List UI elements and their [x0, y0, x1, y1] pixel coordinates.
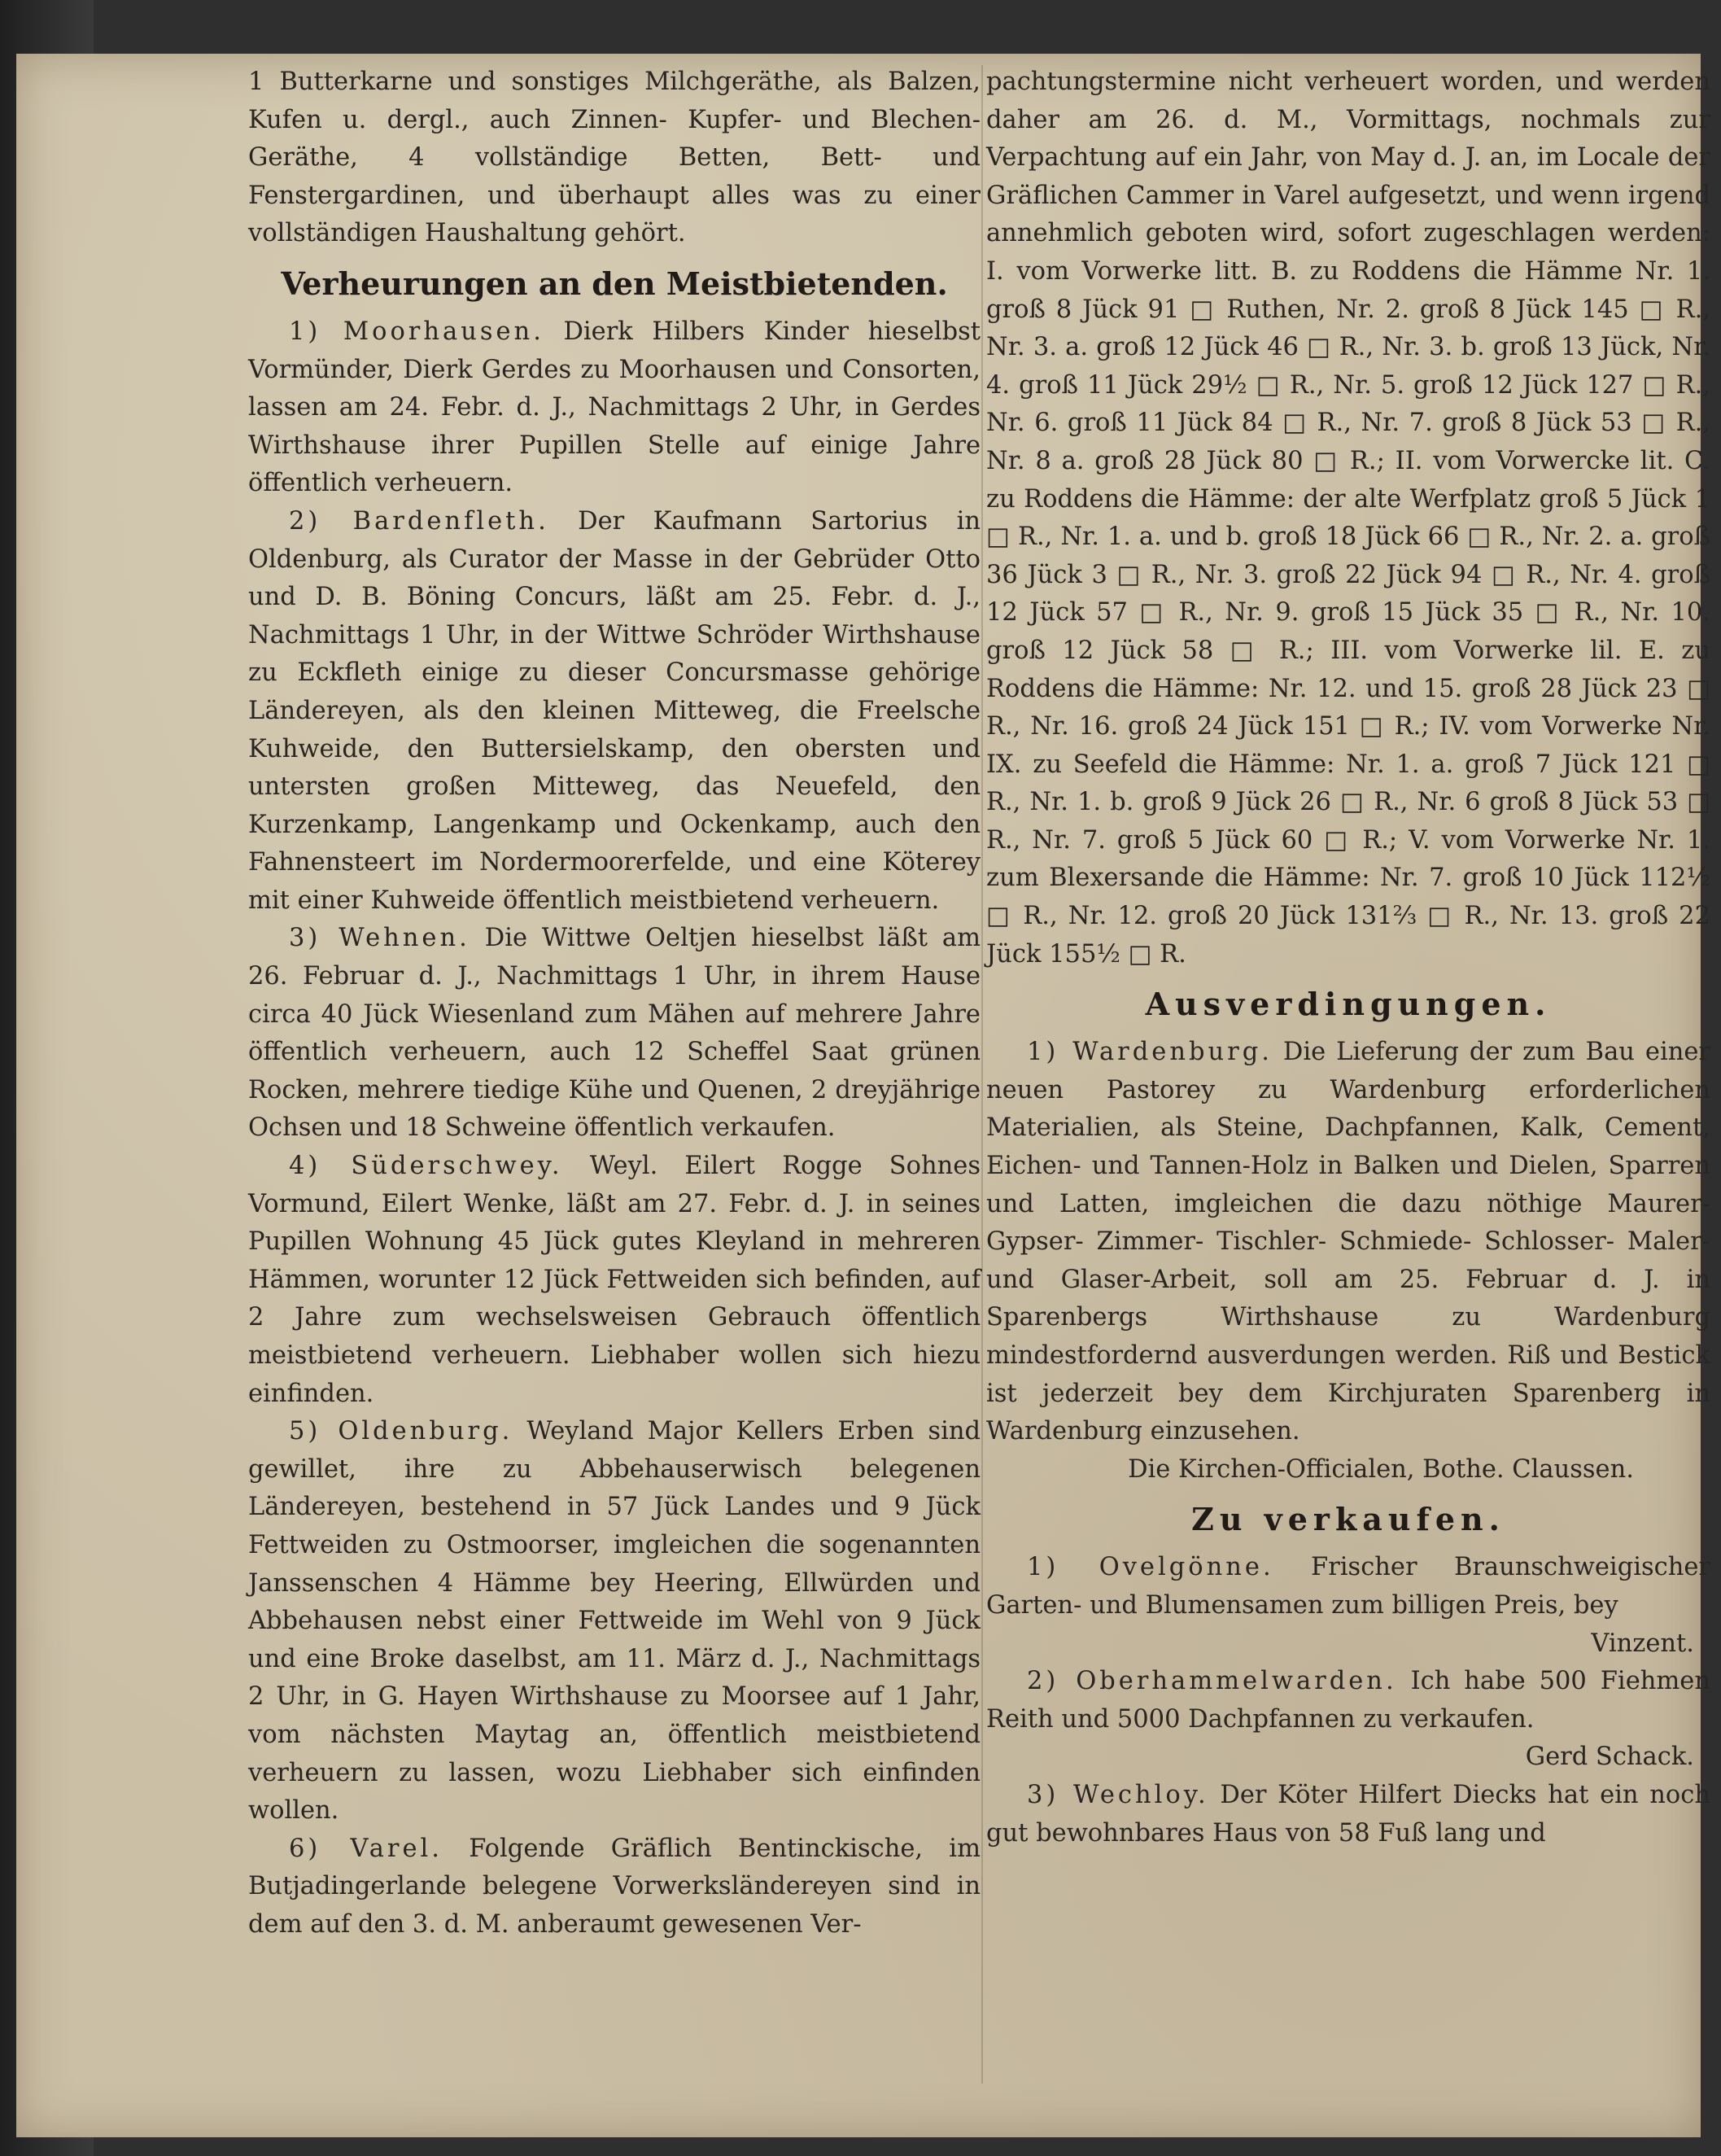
- notice-wechloy: [986, 1777, 1710, 1852]
- notice-place: 2) Oberhammelwarden.: [1027, 1667, 1397, 1696]
- notice-text: Weyland Major Kellers Erben sind gewillet, ihre zu Abbehauserwisch belegenen Ländereyen, bestehend in 57 Jück Landes und 9 Jück Fettweiden zu Ostmoorser, imgleichen die sogenannten Janssenschen 4 Hämme bey Heering, Ellwürden und Abbehausen nebst einer Fettweide im Wehl von 9 Jück und eine Broke daselbst, am 11. März d. J., Nachmittags 2 Uhr, in G. Hayen Wirthshause zu Moorsee auf 1 Jahr, vom nächsten Maytag an, öffentlich meistbietend verheuern zu lassen, wozu Liebhaber sich einfinden wollen.: [248, 1417, 981, 1826]
- notice-bardenfleth: [248, 503, 981, 921]
- notice-text: Folgende Gräflich Bentinckische, im Butjadingerlande belegene Vorwerksländereyen sind in dem auf den 3. d. M. anberaumt gewesenen Ver-: [248, 1834, 981, 1939]
- notice-oberhammelwarden: [986, 1663, 1710, 1738]
- notice-place: 5) Oldenburg.: [289, 1417, 513, 1446]
- notice-wehnen: [248, 920, 981, 1148]
- notice-place: 3) Wechloy.: [1027, 1780, 1209, 1809]
- notice-varel: [248, 1830, 981, 1944]
- notice-oldenburg: [248, 1413, 981, 1830]
- notice-place: 1) Wardenburg.: [1027, 1038, 1273, 1067]
- notice-text: Weyl. Eilert Rogge Sohnes Vormund, Eilert Wenke, läßt am 27. Febr. d. J. in seines Pupillen Wohnung 45 Jück gutes Kleyland in mehreren Hämmen, worunter 12 Jück Fettweiden sich befinden, auf 2 Jahre zum wechselsweisen Gebrauch öffentlich meistbietend verheuern. Liebhaber wollen sich hiezu einfinden.: [248, 1152, 981, 1408]
- varel-continuation: pachtungstermine nicht verheuert worden, und werden daher am 26. d. M., Vormittags, nochmals zur Verpachtung auf ein Jahr, von May d. J. an, im Locale der Gräflichen Cammer in Varel aufgesetzt, und wenn irgend annehmlich geboten wird, sofort zugeschlagen werden: I. vom Vorwerke litt. B. zu Roddens die Hämme Nr. 1. groß 8 Jück 91 □ Ruthen, Nr. 2. groß 8 Jück 145 □ R., Nr. 3. a. groß 12 Jück 46 □ R., Nr. 3. b. groß 13 Jück, Nr. 4. groß 11 Jück 29½ □ R., Nr. 5. groß 12 Jück 127 □ R., Nr. 6. groß 11 Jück 84 □ R., Nr. 7. groß 8 Jück 53 □ R., Nr. 8 a. groß 28 Jück 80 □ R.; II. vom Vorwercke lit. C. zu Roddens die Hämme: der alte Werfplatz groß 5 Jück 1 □ R., Nr. 1. a. und b. groß 18 Jück 66 □ R., Nr. 2. a. groß 36 Jück 3 □ R., Nr. 3. groß 22 Jück 94 □ R., Nr. 4. groß 12 Jück 57 □ R., Nr. 9. groß 15 Jück 35 □ R., Nr. 10. groß 12 Jück 58 □ R.; III. vom Vorwerke lil. E. zu Roddens die Hämme: Nr. 12. und 15. groß 28 Jück 23 □ R., Nr. 16. groß 24 Jück 151 □ R.; IV. vom Vorwerke Nr. IX. zu Seefeld die Hämme: Nr. 1. a. groß 7 Jück 121 □ R., Nr. 1. b. groß 9 Jück 26 □ R., Nr. 6 groß 8 Jück 53 □ R., Nr. 7. groß 5 Jück 60 □ R.; V. vom Vorwerke Nr. 1. zum Blexersande die Hämme: Nr. 7. groß 10 Jück 112½ □ R., Nr. 12. groß 20 Jück 131⅔ □ R., Nr. 13. groß 22 Jück 155½ □ R.: [986, 68, 1710, 969]
- section-heading-verheurungen: Verheurungen an den Meistbietenden.: [281, 265, 948, 302]
- notice-text: Der Köter Hilfert Diecks hat ein noch gut bewohnbares Haus von 58 Fuß lang und: [986, 1780, 1710, 1848]
- notice-suederschwey: [248, 1148, 981, 1413]
- signature-kirchen-officialen: Die Kirchen-Officialen, Bothe. Claussen.: [1128, 1454, 1634, 1484]
- notice-text: Dierk Hilbers Kinder hieselbst Vormünder, Dierk Gerdes zu Moorhausen und Consorten, lassen am 24. Febr. d. J., Nachmittags 2 Uhr, in Gerdes Wirthshause ihrer Pupillen Stelle auf einige Jahre öffentlich verheuern.: [248, 317, 981, 498]
- notice-text: Der Kaufmann Sartorius in Oldenburg, als Curator der Masse in der Gebrüder Otto und D. B. Böning Concurs, läßt am 25. Febr. d. J., Nachmittags 1 Uhr, in der Wittwe Schröder Wirthshause zu Eckfleth einige zu dieser Concursmasse gehörige Ländereyen, als den kleinen Mitteweg, die Freelsche Kuhweide, den Buttersielskamp, den obersten und untersten großen Mitteweg, das Neuefeld, den Kurzenkamp, Langenkamp und Ockenkamp, auch den Fahnensteert im Nordermoorerfelde, und eine Köterey mit einer Kuhweide öffentlich meistbietend verheuern.: [248, 506, 981, 915]
- notice-place: 6) Varel.: [289, 1834, 443, 1863]
- section-heading-zu-verkaufen: Zu verkaufen.: [1191, 1501, 1505, 1538]
- left-column: [248, 63, 981, 1944]
- right-column: [986, 63, 1710, 1852]
- notice-text: Die Lieferung der zum Bau einer neuen Pastorey zu Wardenburg erforderlichen Materialien, als Steine, Dachpfannen, Kalk, Cement, Eichen- und Tannen-Holz in Balken und Dielen, Sparren und Latten, imgleichen die dazu nöthige Maurer- Gypser- Zimmer- Tischler- Schmiede- Schlosser- Maler- und Glaser-Arbeit, soll am 25. Februar d. J. in Sparenbergs Wirthshause zu Wardenburg mindestfordernd ausverdungen werden. Riß und Bestick ist jederzeit bey dem Kirchjuraten Sparenberg in Wardenburg einzusehen.: [986, 1038, 1710, 1446]
- notice-moorhausen: [248, 313, 981, 503]
- column-divider: [981, 65, 983, 2084]
- notice-place: 4) Süderschwey.: [289, 1152, 563, 1181]
- notice-text: Ich habe 500 Fiehmen Reith und 5000 Dachpfannen zu verkaufen.: [986, 1667, 1710, 1734]
- notice-wardenburg: [986, 1034, 1710, 1451]
- notice-place: 1) Moorhausen.: [289, 317, 544, 346]
- notice-place: 3) Wehnen.: [289, 924, 470, 953]
- notice-text: Die Wittwe Oeltjen hieselbst läßt am 26. Februar d. J., Nachmittags 1 Uhr, in ihrem Hause circa 40 Jück Wiesenland zum Mähen auf mehrere Jahre öffentlich verheuern, auch 12 Scheffel Saat grünen Rocken, mehrere tiedige Kühe und Quenen, 2 dreyjährige Ochsen und 18 Schweine öffentlich verkaufen.: [248, 924, 981, 1143]
- signature-gerd-schack: Gerd Schack.: [1525, 1743, 1694, 1772]
- notice-place: 1) Ovelgönne.: [1027, 1553, 1274, 1582]
- section-heading-ausverdingungen: Ausverdingungen.: [1145, 986, 1552, 1023]
- notice-text: Frischer Braunschweigischer Garten- und Blumensamen zum billigen Preis, bey: [986, 1553, 1710, 1620]
- notice-ovelgoenne: [986, 1549, 1710, 1625]
- signature-vinzent: Vinzent.: [1591, 1629, 1694, 1658]
- notice-place: 2) Bardenfleth.: [289, 506, 549, 536]
- intro-paragraph: 1 Butterkarne und sonstiges Milchgeräthe, als Balzen, Kufen u. dergl., auch Zinnen- Kupfer- und Blechen-Geräthe, 4 vollständige Betten, Bett- und Fenstergardinen, und überhaupt alles was zu einer vollständigen Haushaltung gehört.: [248, 68, 981, 248]
